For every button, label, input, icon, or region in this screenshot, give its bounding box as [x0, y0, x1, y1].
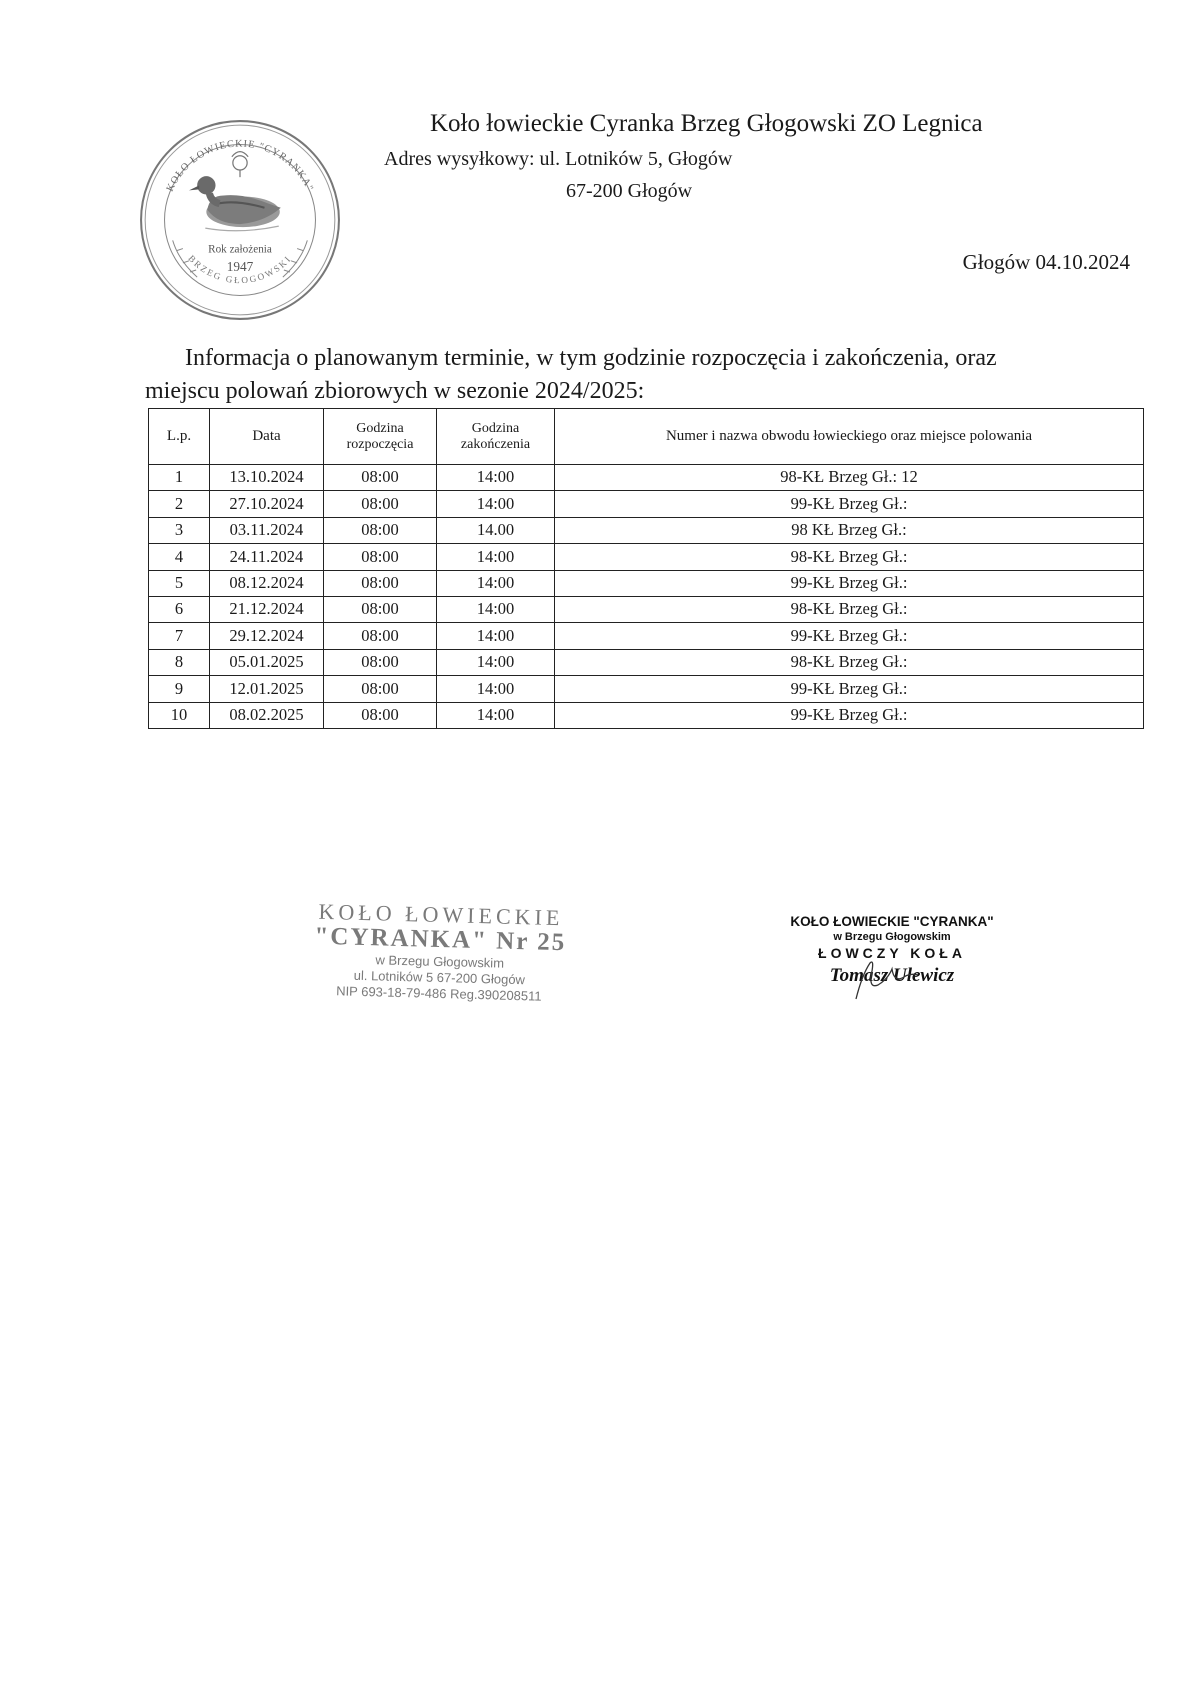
cell-lp: 1 [149, 465, 210, 491]
col-header-start-time [324, 409, 437, 465]
cell-place: 99-KŁ Brzeg Gł.: [555, 623, 1144, 649]
place-and-date: Głogów 04.10.2024 [962, 250, 1130, 274]
cell-place: 98-KŁ Brzeg Gł.: [555, 544, 1144, 570]
table-row [149, 517, 1144, 543]
stamp-right-line-4: Tomasz Ulewicz [829, 965, 955, 986]
cell-end: 14:00 [437, 702, 555, 728]
cell-place: 98-KŁ Brzeg Gł.: 12 [555, 465, 1144, 491]
cell-end: 14:00 [437, 544, 555, 570]
col-header-end-time [437, 409, 555, 465]
col-header-start-line2: rozpoczęcia [346, 436, 414, 452]
cell-start: 08:00 [324, 702, 437, 728]
cell-start: 08:00 [324, 491, 437, 517]
col-header-place: Numer i nazwa obwodu łowieckiego oraz miejsce polowania [555, 409, 1144, 465]
cell-end: 14:00 [437, 676, 555, 702]
cell-end: 14.00 [437, 517, 555, 543]
cell-date: 08.02.2025 [210, 702, 324, 728]
stamp-right-line-1: KOŁO ŁOWIECKIE "CYRANKA" [790, 914, 994, 929]
cell-place: 98 KŁ Brzeg Gł.: [555, 517, 1144, 543]
club-round-stamp [138, 118, 342, 322]
cell-date: 08.12.2024 [210, 570, 324, 596]
heading-line-2: miejscu polowań zbiorowych w sezonie 2024/2025: [145, 378, 645, 404]
cell-lp: 7 [149, 623, 210, 649]
cell-date: 05.01.2025 [210, 649, 324, 675]
cell-end: 14:00 [437, 570, 555, 596]
table-row [149, 544, 1144, 570]
cell-place: 99-KŁ Brzeg Gł.: [555, 676, 1144, 702]
stamp-ring-top-text: KOŁO ŁOWIECKIE "CYRANKA" [164, 138, 316, 194]
cell-lp: 2 [149, 491, 210, 517]
col-header-lp: L.p. [149, 409, 210, 465]
cell-end: 14:00 [437, 596, 555, 622]
cell-start: 08:00 [324, 517, 437, 543]
table-row [149, 702, 1144, 728]
cell-lp: 5 [149, 570, 210, 596]
cell-lp: 10 [149, 702, 210, 728]
mailing-address: Adres wysyłkowy: ul. Lotników 5, Głogów [384, 148, 733, 170]
cell-end: 14:00 [437, 649, 555, 675]
table-row [149, 465, 1144, 491]
cell-lp: 9 [149, 676, 210, 702]
handwritten-signature [848, 955, 928, 1005]
duck-icon [189, 176, 281, 231]
cell-date: 13.10.2024 [210, 465, 324, 491]
table-row [149, 596, 1144, 622]
cell-place: 99-KŁ Brzeg Gł.: [555, 570, 1144, 596]
table-row [149, 623, 1144, 649]
table-row [149, 491, 1144, 517]
cell-start: 08:00 [324, 623, 437, 649]
cell-start: 08:00 [324, 676, 437, 702]
cell-end: 14:00 [437, 465, 555, 491]
stamp-founded-year: 1947 [226, 259, 254, 274]
emblem-icon [232, 152, 248, 178]
col-header-start-line1: Godzina [356, 420, 404, 436]
cell-date: 03.11.2024 [210, 517, 324, 543]
cell-start: 08:00 [324, 570, 437, 596]
stamp-right-line-2: w Brzegu Głogowskim [833, 931, 951, 943]
hunt-schedule-table [148, 408, 1144, 729]
cell-date: 21.12.2024 [210, 596, 324, 622]
postal-code-city: 67-200 Głogów [566, 180, 693, 202]
stamp-ring-bottom-text: BRZEG GŁOGOWSKI [186, 253, 294, 286]
heading-line-1: Informacja o planowanym terminie, w tym godzinie rozpoczęcia i zakończenia, oraz [185, 345, 997, 371]
cell-start: 08:00 [324, 649, 437, 675]
stamp-right-line-3: ŁOWCZY KOŁA [818, 945, 966, 961]
cell-place: 98-KŁ Brzeg Gł.: [555, 596, 1144, 622]
cell-end: 14:00 [437, 623, 555, 649]
cell-date: 29.12.2024 [210, 623, 324, 649]
stamp-left-line-3: w Brzegu Głogowskim [375, 952, 505, 971]
stamp-left-line-2: "CYRANKA" Nr 25 [314, 922, 567, 957]
document-heading [145, 342, 1125, 408]
table-header-row [149, 409, 1144, 465]
cell-lp: 3 [149, 517, 210, 543]
cell-lp: 6 [149, 596, 210, 622]
svg-text:KOŁO ŁOWIECKIE "CYRANKA" [165, 139, 316, 194]
table-row [149, 570, 1144, 596]
cell-lp: 8 [149, 649, 210, 675]
cell-lp: 4 [149, 544, 210, 570]
col-header-date: Data [210, 409, 324, 465]
col-header-end-line1: Godzina [471, 420, 520, 436]
stamp-founded-label: Rok założenia [208, 243, 272, 256]
stamp-left-line-4: ul. Lotników 5 67-200 Głogów [353, 967, 526, 988]
cell-place: 98-KŁ Brzeg Gł.: [555, 649, 1144, 675]
stamp-left-line-5: NIP 693-18-79-486 Reg.390208511 [335, 983, 542, 1004]
cell-date: 24.11.2024 [210, 544, 324, 570]
col-header-end-line2: zakończenia [460, 436, 531, 452]
cell-start: 08:00 [324, 465, 437, 491]
stamp-left-line-1: KOŁO ŁOWIECKIE [318, 898, 564, 931]
cell-start: 08:00 [324, 544, 437, 570]
table-row [149, 676, 1144, 702]
organization-name: Koło łowieckie Cyranka Brzeg Głogowski ZO Legnica [430, 110, 983, 137]
club-rectangular-stamp [299, 898, 582, 1005]
cell-end: 14:00 [437, 491, 555, 517]
table-row [149, 649, 1144, 675]
cell-place: 99-KŁ Brzeg Gł.: [555, 702, 1144, 728]
table-body [149, 465, 1144, 729]
cell-date: 12.01.2025 [210, 676, 324, 702]
cell-start: 08:00 [324, 596, 437, 622]
cell-date: 27.10.2024 [210, 491, 324, 517]
cell-place: 99-KŁ Brzeg Gł.: [555, 491, 1144, 517]
